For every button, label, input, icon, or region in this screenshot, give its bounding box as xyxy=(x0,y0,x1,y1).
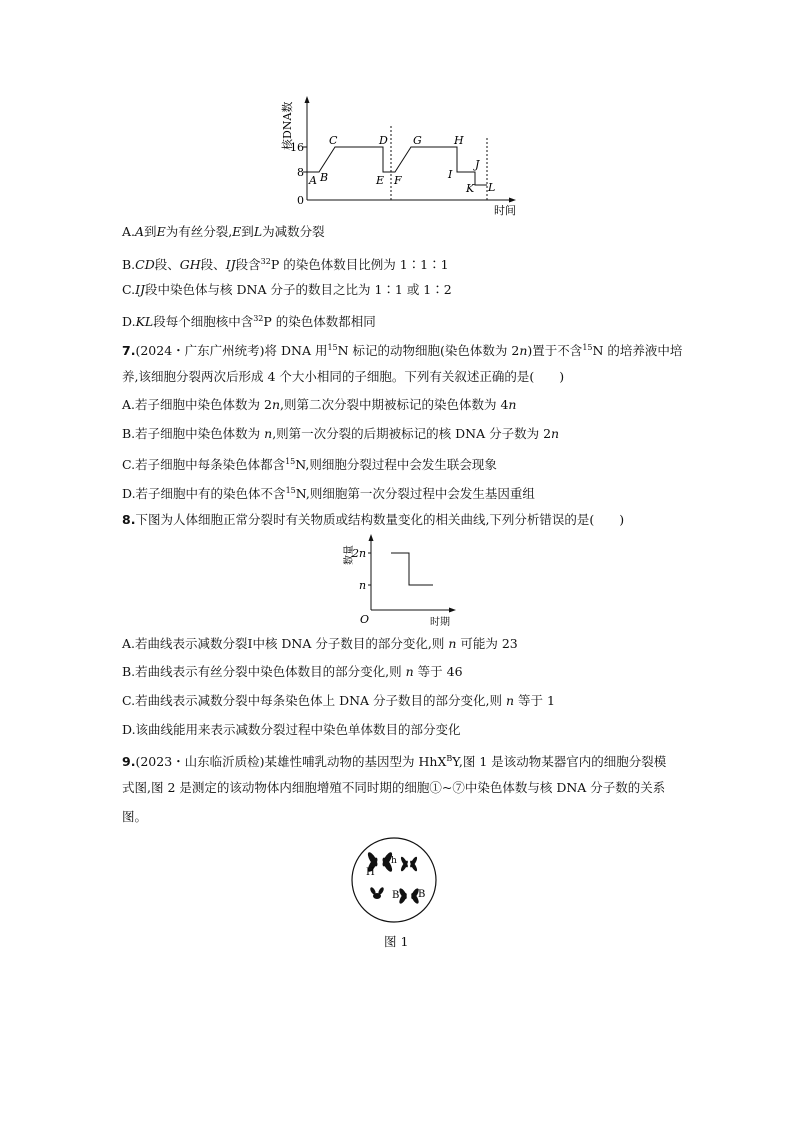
point-J: J xyxy=(475,158,480,171)
cell-division-figure xyxy=(0,830,794,930)
point-D: D xyxy=(379,134,388,147)
y-axis-label: 核DNA数 xyxy=(281,101,294,150)
point-G: G xyxy=(413,134,422,147)
point-L: L xyxy=(488,181,496,194)
q8-option-c: C.若曲线表示减数分裂中每条染色体上 DNA 分子数目的部分变化,则 n 等于 1 xyxy=(122,693,555,708)
chromosome-lower-left xyxy=(369,886,385,899)
q8-y-axis-label: 数量 xyxy=(344,545,355,565)
point-K: K xyxy=(466,182,475,195)
chromosome-lower-right xyxy=(398,887,420,905)
q8-option-d: D.该曲线能用来表示减数分裂过程中染色单体数目的部分变化 xyxy=(122,722,461,737)
q8-option-a: A.若曲线表示减数分裂Ⅰ中核 DNA 分子数目的部分变化,则 n 可能为 23 xyxy=(122,636,518,651)
q9-stem-line2: 式图,图 2 是测定的该动物体内细胞增殖不同时期的细胞①~⑦中染色体数与核 DNA 分子数的关系 xyxy=(122,780,666,795)
point-C: C xyxy=(329,134,338,147)
q8-tick-n: n xyxy=(359,579,367,592)
q7-stem-line1: 7.(2024・广东广州统考)将 DNA 用$^{15}$N 标记的动物细胞(染色体数为 2n)置于不含$^{15}$N 的培养液中培 xyxy=(122,343,683,359)
point-H: H xyxy=(454,134,464,147)
x-axis-label: 时间 xyxy=(494,204,516,217)
q8-origin: O xyxy=(360,613,370,626)
q8-x-axis-label: 时期 xyxy=(430,617,450,628)
gene-label-B-left: B xyxy=(392,890,400,901)
y-axis-arrow xyxy=(305,96,310,103)
q6-option-d: D.KL段每个细胞核中含$^{32}$P 的染色体数都相同 xyxy=(122,314,376,330)
q7-option-d: D.若子细胞中有的染色体不含$^{15}$N,则细胞第一次分裂过程中会发生基因重组 xyxy=(122,486,535,502)
q8-curve-line xyxy=(391,553,433,585)
q8-curve-figure xyxy=(0,530,794,630)
q7-stem-line2: 养,该细胞分裂两次后形成 4 个大小相同的子细胞。下列有关叙述正确的是( ) xyxy=(122,369,565,384)
q7-option-a: A.若子细胞中染色体数为 2n,则第二次分裂中期被标记的染色体数为 4n xyxy=(122,397,517,412)
q6-option-a: A.A到E为有丝分裂,E到L为减数分裂 xyxy=(122,224,325,239)
q7-option-b: B.若子细胞中染色体数为 n,则第一次分裂的后期被标记的核 DNA 分子数为 2n xyxy=(122,426,560,441)
figure-1-caption: 图 1 xyxy=(384,934,409,949)
x-axis-arrow xyxy=(509,198,516,203)
q8-option-b: B.若曲线表示有丝分裂中染色体数目的部分变化,则 n 等于 46 xyxy=(122,664,463,679)
cell-membrane xyxy=(352,838,436,922)
point-E: E xyxy=(376,174,385,187)
point-A: A xyxy=(309,174,317,187)
q9-stem-line3: 图。 xyxy=(122,809,148,824)
point-F: F xyxy=(394,174,402,187)
q8-x-axis-arrow xyxy=(449,608,456,613)
dna-curve-figure xyxy=(0,0,794,220)
tick-8: 8 xyxy=(297,166,304,179)
q8-tick-2n: 2n xyxy=(352,547,367,560)
gene-label-h: h xyxy=(391,856,397,866)
gene-label-H: H xyxy=(366,867,375,878)
q8-stem: 8.下图为人体细胞正常分裂时有关物质或结构数量变化的相关曲线,下列分析错误的是( ) xyxy=(122,512,625,527)
tick-16: 16 xyxy=(290,141,304,154)
point-B: B xyxy=(320,171,329,184)
q8-y-axis-arrow xyxy=(369,534,374,541)
q7-option-c: C.若子细胞中每条染色体都含$^{15}$N,则细胞分裂过程中会发生联会现象 xyxy=(122,457,497,473)
point-I: I xyxy=(448,168,453,181)
tick-0: 0 xyxy=(297,194,304,207)
q6-option-c: C.IJ段中染色体与核 DNA 分子的数目之比为 1∶1 或 1∶2 xyxy=(122,282,452,297)
q6-option-b: B.CD段、GH段、IJ段含$^{32}$P 的染色体数目比例为 1∶1∶1 xyxy=(122,257,449,273)
gene-label-B-right: B xyxy=(418,889,426,900)
chromosome-upper-right xyxy=(400,856,419,872)
q9-stem-line1: 9.(2023・山东临沂质检)某雄性哺乳动物的基因型为 HhX$^B$Y,图 1 是该动物某器官内的细胞分裂模 xyxy=(122,754,667,770)
